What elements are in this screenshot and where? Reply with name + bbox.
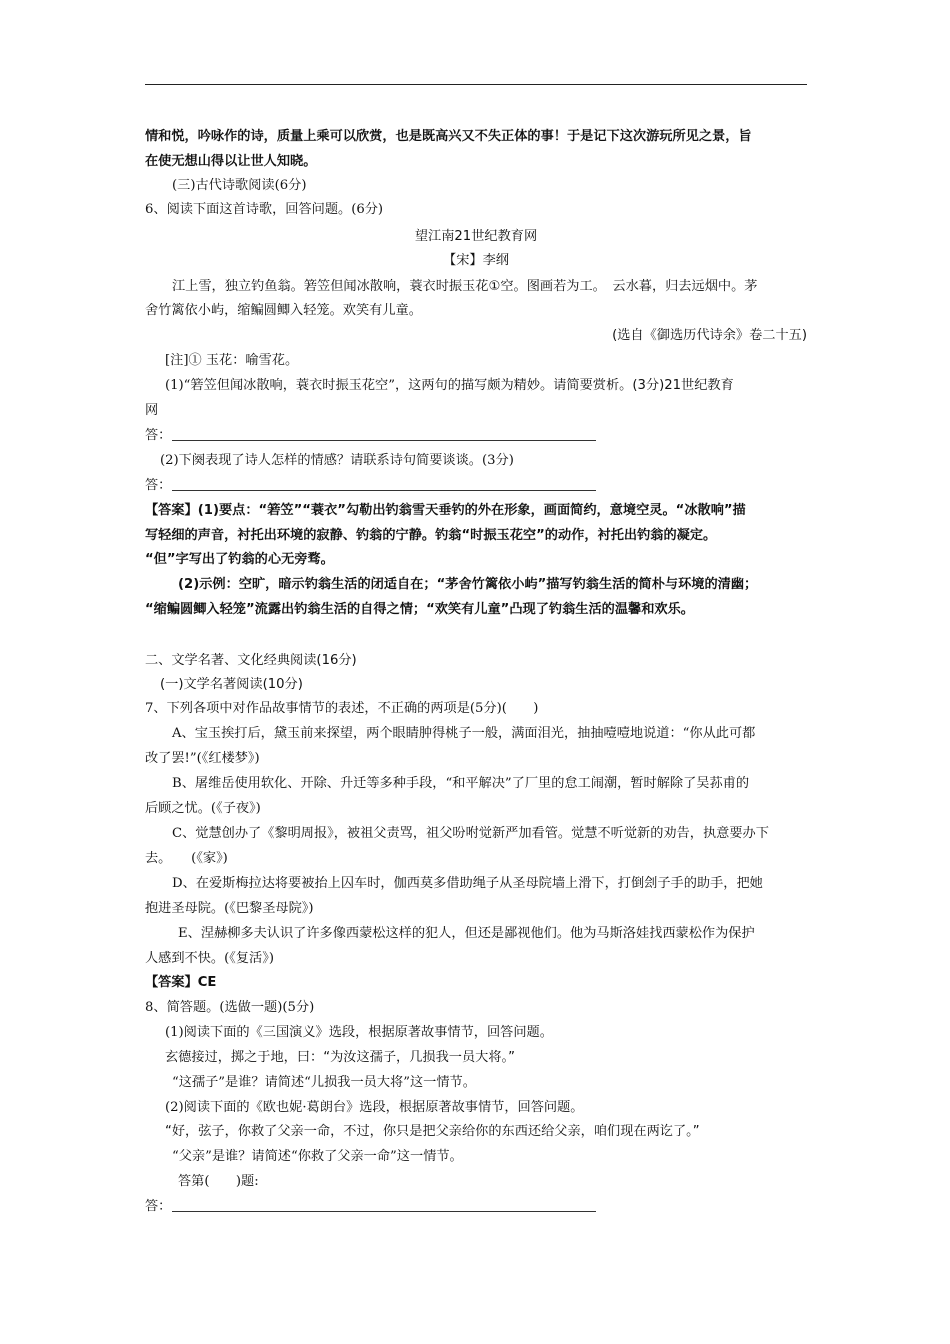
- q6-answer-line-2: 写轻细的声音，衬托出环境的寂静、钓翁的宁静。钓翁“时振玉花空”的动作，衬托出钓翁的凝定。: [145, 528, 717, 543]
- answer-blank-3[interactable]: [172, 1211, 596, 1212]
- q6-sub1-wrap: 网: [145, 403, 159, 418]
- q6-sub1-tail: 请简要赏析。(3分)21世纪教育: [553, 378, 734, 393]
- q8-sub2-ask: “父亲”是谁？请简述“你救了父亲一命”这一情节。: [172, 1149, 463, 1164]
- question-8: 8、简答题。(选做一题)(5分): [145, 1000, 315, 1015]
- option-e-line-2: 人感到不快。(《复活》): [145, 951, 274, 966]
- option-a-line-1: A、宝玉挨打后，黛玉前来探望，两个眼睛肿得桃子一般，满面泪光，抽抽噎噎地说道：“你从此可都: [172, 726, 756, 741]
- q8-sub2: (2)阅读下面的《欧也妮·葛朗台》选段，根据原著故事情节，回答问题。: [165, 1100, 584, 1115]
- q7-answer: 【答案】CE: [145, 975, 217, 990]
- poem-line-2: 舍竹篱依小屿，缩鳊圆鲫入轻笼。欢笑有儿童。: [145, 303, 422, 318]
- poem-source: (选自《御选历代诗余》卷二十五): [612, 328, 807, 343]
- part-2-sub-heading: (一)文学名著阅读(10分): [160, 677, 303, 692]
- option-a-line-2: 改了罢!”(《红楼梦》): [145, 751, 260, 766]
- option-e-line-1: E、涅赫柳多夫认识了许多像西蒙松这样的犯人，但还是鄙视他们。他为马斯洛娃找西蒙松作为保护: [178, 926, 755, 941]
- question-7: 7、下列各项中对作品故事情节的表述，不正确的两项是(5分)( ): [145, 701, 539, 716]
- section-3-heading: (三)古代诗歌阅读(6分): [172, 178, 307, 193]
- poem-note: [注]① 玉花：喻雪花。: [165, 353, 299, 368]
- part-2-heading: 二、文学名著、文化经典阅读(16分): [145, 653, 357, 668]
- intro-line-2: 在使无想山得以让世人知晓。: [145, 154, 317, 169]
- q6-answer-line-1: 【答案】(1)要点：“箬笠”“蓑衣”勾勒出钓翁雪天垂钓的外在形象，画面简约，意境空灵。“冰散响”描: [145, 503, 746, 518]
- q6-sub1: [165, 377, 734, 395]
- q8-sub1: (1)阅读下面的《三国演义》选段，根据原著故事情节，回答问题。: [165, 1025, 553, 1040]
- option-b-line-2: 后顾之忧。(《子夜》): [145, 801, 261, 816]
- option-c-line-2: 去。 (《家》): [145, 851, 228, 866]
- poem-author: 【宋】李纲: [443, 253, 509, 268]
- option-d-line-1: D、在爱斯梅拉达将要被抬上囚车时，伽西莫多借助绳子从圣母院墙上滑下，打倒刽子手的助手，把她: [172, 876, 763, 891]
- q6-answer-line-5: “缩鳊圆鲫入轻笼”流露出钓翁生活的自得之情；“欢笑有儿童”凸现了钓翁生活的温馨和欢乐。: [145, 602, 694, 617]
- answer-label-1: 答：: [145, 428, 172, 443]
- q6-sub1-text: (1)“箬笠但闻冰散响，蓑衣时振玉花空”，这两句的描写颇为精妙。: [165, 378, 554, 393]
- option-c-line-1: C、觉慧创办了《黎明周报》，被祖父责骂，祖父吩咐觉新严加看管。觉慧不听觉新的劝告，执意要办下: [172, 826, 769, 841]
- q6-answer-line-4: (2)示例：空旷，暗示钓翁生活的闭适自在；“茅舍竹篱依小屿”描写钓翁生活的简朴与环境的清幽；: [178, 577, 758, 592]
- q6-sub2: (2)下阕表现了诗人怎样的情感？请联系诗句简要谈谈。(3分): [160, 453, 514, 468]
- q6-answer-line-3: “但”字写出了钓翁的心无旁骛。: [145, 552, 334, 567]
- header-rule: [145, 84, 807, 85]
- poem-line-1: 江上雪，独立钓鱼翁。箬笠但闻冰散响，蓑衣时振玉花①空。图画若为工。 云水暮，归去远烟中。茅: [172, 279, 758, 294]
- answer-label-2: 答：: [145, 478, 172, 493]
- q8-sub2-quote: “好，弦子，你救了父亲一命，不过，你只是把父亲给你的东西还给父亲，咱们现在两讫了。”: [165, 1124, 700, 1139]
- answer-blank-2[interactable]: [172, 490, 596, 491]
- q8-sub1-quote: 玄德接过，掷之于地，曰：“为汝这孺子，几损我一员大将。”: [165, 1050, 515, 1065]
- option-d-line-2: 抱进圣母院。(《巴黎圣母院》): [145, 901, 314, 916]
- option-b-line-1: B、屠维岳使用软化、开除、升迁等多种手段，“和平解决”了厂里的怠工闹潮，暂时解除了吴荪甫的: [172, 776, 750, 791]
- question-6: 6、阅读下面这首诗歌，回答问题。(6分): [145, 202, 384, 217]
- intro-line-1: 情和悦，吟咏作的诗，质量上乘可以欣赏，也是既高兴又不失正体的事！于是记下这次游玩所见之景，旨: [145, 129, 752, 144]
- answer-blank-1[interactable]: [172, 440, 596, 441]
- q8-sub1-ask: “这孺子”是谁？请简述“儿损我一员大将”这一情节。: [172, 1075, 476, 1090]
- answer-label-3: 答：: [145, 1199, 172, 1214]
- poem-title: 望江南21世纪教育网: [414, 229, 538, 244]
- q8-choose: 答第( )题:: [178, 1174, 259, 1189]
